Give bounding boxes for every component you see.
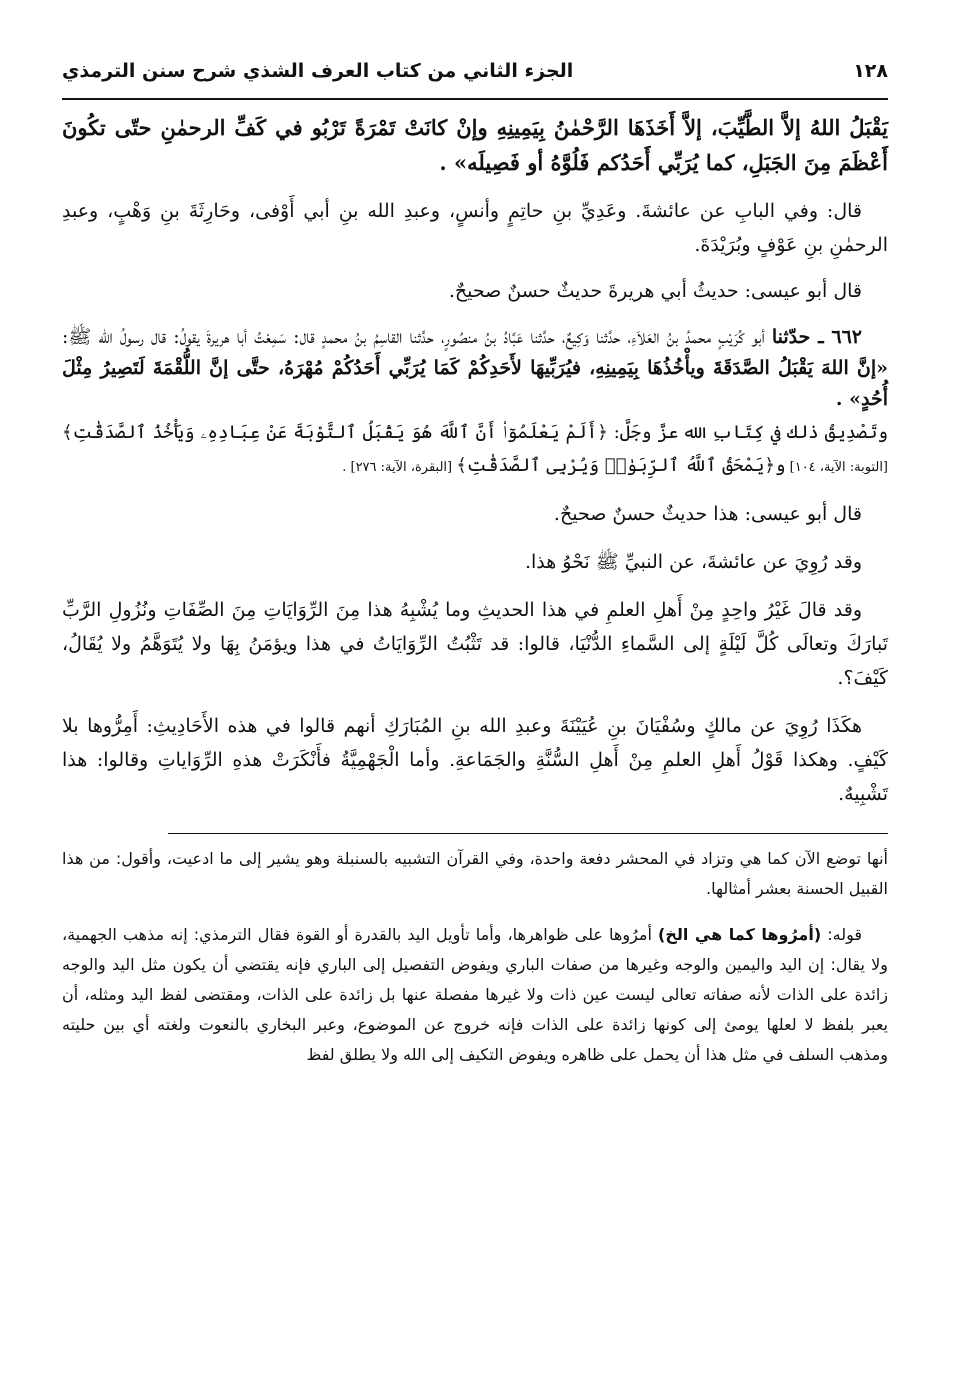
header-rule (62, 98, 888, 100)
verse-ref-baqarah: [البقرة، الآية: ٢٧٦] . (342, 460, 457, 475)
page-number: ١٢٨ (853, 60, 888, 82)
footnote-quote: (أمرُوها كما هي الخ) (658, 925, 822, 944)
page-header (62, 60, 888, 94)
hadith-isnad: أبو كُرَيْبٍ محمدُ بنُ العَلاَءِ، حدَّثنا وَكِيعٌ، حدَّثنا عَبَّادُ بنُ منصُورٍ، حدَّثنا القاسِمُ بنُ محمدٍ قال: سَمِعْتُ أبا هريرةَ يقولُ: قال رسولُ الله ﷺ: (62, 326, 772, 348)
narration-aisha: وقد رُوِيَ عن عائشةَ، عن النبيِّ ﷺ نَحْوُ هذا. (524, 551, 862, 573)
running-title: الجزء الثاني من كتاب العرف الشذي شرح سنن الترمذي (62, 60, 574, 82)
hadith-number: ٦٦٢ ـ حدّثنا (771, 326, 863, 348)
footnote-lead: قوله: (821, 925, 862, 944)
verse-baqarah: ﴿يَمْحَقُ ٱللَّهُ ٱلرِّبَوٰا۟ وَيُرْبِى ٱلصَّدَقَٰتِ﴾ (456, 455, 775, 476)
verse-tawbah: وتَصْدِيقُ ذلك في كِتَابِ الله عزَّ وجَلَّ: ﴿أَلَمْ يَعْلَمُوٓا۟ أَنَّ ٱللَّهَ هُوَ يَقْبَلُ ٱلتَّوْبَةَ عَنْ عِبَادِهِۦ وَيَأْخُذُ ٱلصَّدَقَٰتِ﴾ (62, 422, 888, 443)
chapter-note: قال: وفي البابِ عن عائشةَ. وعَدِيِّ بنِ حاتِمٍ وأنسٍ، وعبدِ الله بنِ أبي أَوْفى، وحَارِثَةَ بنِ وَهْبٍ، وعبدِ الرحمٰنِ بنِ عَوْفٍ وبُرَيْدَةَ. (62, 200, 888, 256)
grading-statement-2: قال أبو عيسى: هذا حديثٌ حسنٌ صحيحٌ. (553, 503, 862, 525)
hadith-matn: «إنَّ اللهَ يَقْبَلُ الصَّدَقَةَ ويأْخُذُهَا بِيَمِينِهِ، فيُرَبِّيهَا لأَحَدِكُمْ كَمَا يُرَبِّي أَحَدُكُمْ مُهْرَهُ، حتَّى إنَّ اللُّقْمَةَ لَتَصِيرُ مِثْلَ أُحُدٍ» . (62, 357, 888, 410)
footnote-2 (62, 920, 888, 1070)
verse-ref-tawbah: [التوبة: الآية، ١٠٤] (785, 460, 888, 475)
footnote-text: أمرُوها على ظواهرها، وأما تأويل اليد بالقدرة أو القوة فقال الترمذي: إنه مذهب الجهمية، ولا يقال: إن اليد واليمين والوجه وغيرها من صفات الباري ويفوض التفصيل إلى الباري فإنه يقتضي أن يكون مثل اليد والوجه زائدة على الذات لأنه صفاته تعالى ليست عين ذات ولا غيرها مفصلة عنها بل زائدة على الذات، ومقتضى لفظ اليد ومثله، أن يعبر بلفظ لا لعلها يومئ إلى كونها زائدة على الذات فإنه خروج عن الموضوع، وعبر البخاري بالنعوت ولغته أي بين حليته ومذهب السلف في مثل هذا أن يحمل على ظاهره ويفوض التكيف إلى الله ولا يطلق لفظ (62, 925, 888, 1064)
conjunction: و (774, 455, 786, 476)
grading-statement: قال أبو عيسى: حديثُ أبي هريرةَ حديثٌ حسنٌ صحيحٌ. (448, 280, 862, 302)
quran-citation (62, 417, 888, 483)
footnote-separator (168, 833, 888, 834)
hadith-continuation: يَقْبَلُ اللهُ إلاَّ الطَّيِّبَ، إلاَّ أَخَذَهَا الرَّحْمٰنُ بِيَمِينِهِ وإنْ كانَتْ تَمْرَةً تَرْبُو في كَفِّ الرحمٰنِ حتّى تكُونَ أَعْظَمَ مِنَ الجَبَلِ، كما يُرَبِّي أَحَدُكم فَلُوَّهُ أو فَصِيلَه» . (62, 115, 888, 175)
footnote-1: أنها توضع الآن كما هي وتزاد في المحشر دفعة واحدة، وفي القرآن التشبيه بالسنبلة وهو يشير إلى ما ادعيت، وأقول: من هذا القبيل الحسنة بعشر أمثالها. (62, 849, 888, 898)
scholars-opinion: وقد قالَ غَيْرُ واحِدٍ مِنْ أَهلِ العلمِ في هذا الحديثِ وما يُشْبِهُ هذا مِنَ الرِّوَايَاتِ مِنَ الصِّفَاتِ ونُزُولِ الرَّبِّ تَبارَكَ وتعالَى كُلَّ لَيْلَةٍ إلى السَّماءِ الدُّنْيَا، قالوا: قد تَثْبُتُ الرِّوَايَاتُ في هذا ويؤمَنُ بِهَا ولا يُتَوَهَّمُ ولا يُقَالُ، كَيْفَ؟. (62, 599, 888, 689)
salaf-opinion: هكَذَا رُوِيَ عن مالكٍ وسُفْيَانَ بنِ عُيَيْنَةَ وعبدِ الله بنِ المُبَارَكِ أنهم قالوا في هذه الأَحَادِيثِ: أَمِرُّوها بلا كَيْفٍ. وهكذا قَوْلُ أَهلِ العلمِ مِنْ أَهلِ السُّنَّةِ والجَمَاعةِ. وأما الْجَهْمِيَّةُ فأَنْكَرَتْ هذهِ الرِّوَاياتِ وقالوا: هذا تَشْبِيهٌ. (62, 715, 888, 805)
book-page (62, 60, 888, 1086)
hadith-662 (62, 322, 888, 415)
